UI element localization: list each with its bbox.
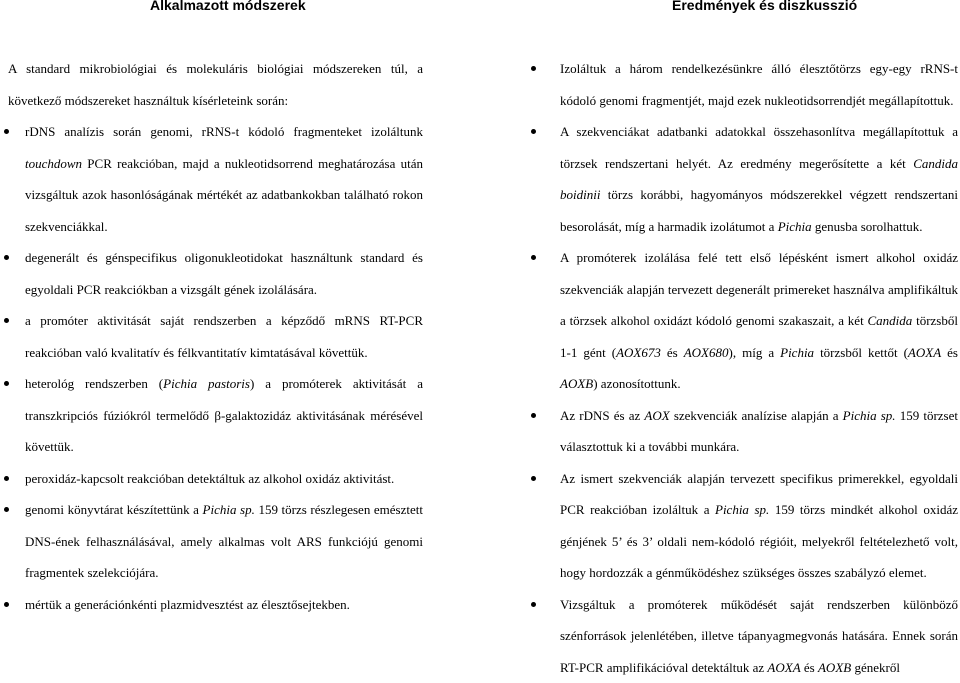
result-text: Vizsgáltuk a promóterek működését saját rendszerben különböző szénforrások jelenlétében, illetve tápanyagmegvonás hatására. Ennek során RT-PCR amplifikációval detektáltuk az AOXA és AOXB génekről [560, 589, 958, 683]
method-item [8, 305, 423, 368]
result-item [560, 400, 958, 463]
method-item [8, 242, 423, 305]
right-header: Eredmények és diszkusszió [672, 0, 857, 13]
method-text: mértük a generációnkénti plazmidvesztést az élesztősejtekben. [25, 589, 423, 621]
result-text: A promóterek izolálása felé tett első lépésként ismert alkohol oxidáz szekvenciák alapján tervezett degenerált primereket használva amplifikáltuk a törzsek alkohol oxidázt kódoló genomi szakaszait, a két Candida törzsből 1-1 gént (AOX673 és AOX680), míg a Pichia törzsből kettőt (AOXA és AOXB) azonosítottunk. [560, 242, 958, 400]
bullet-icon [4, 476, 9, 481]
method-text: genomi könyvtárat készítettünk a Pichia sp. 159 törzs részlegesen emésztett DNS-ének felhasználásával, amely alkalmas volt ARS funkciójú genomi fragmentek szelekciójára. [25, 494, 423, 589]
results-list [560, 53, 958, 683]
result-text: A szekvenciákat adatbanki adatokkal összehasonlítva megállapítottuk a törzsek rendszertani helyét. Az eredmény megerősítette a két Candida boidinii törzs korábbi, hagyományos módszerekkel végzett rendszertani besorolását, míg a harmadik izolátumot a Pichia genusba sorolhattuk. [560, 116, 958, 242]
methods-list [8, 116, 423, 620]
left-header: Alkalmazott módszerek [150, 0, 306, 13]
method-text: peroxidáz-kapcsolt reakcióban detektáltuk az alkohol oxidáz aktivitást. [25, 463, 423, 495]
bullet-icon [531, 66, 536, 71]
bullet-icon [4, 602, 9, 607]
result-text: Az rDNS és az AOX szekvenciák analízise alapján a Pichia sp. 159 törzset választottuk ki a további munkára. [560, 400, 958, 463]
method-item [8, 368, 423, 463]
bullet-icon [531, 129, 536, 134]
result-item [560, 242, 958, 400]
result-text: Az ismert szekvenciák alapján tervezett specifikus primerekkel, egyoldali PCR reakcióban izoláltuk a Pichia sp. 159 törzs mindkét alkohol oxidáz génjének 5’ és 3’ oldali nem-kódoló régióit, melyekről feltételezhető volt, hogy hordozzák a génműködéshez szükséges összes szabályzó elemet. [560, 463, 958, 589]
method-text: heterológ rendszerben (Pichia pastoris) a promóterek aktivitását a transzkripciós fúziókról termelődő β-galaktozidáz aktivitásának mérésével követtük. [25, 368, 423, 463]
result-item [560, 589, 958, 683]
result-item [560, 116, 958, 242]
methods-intro: A standard mikrobiológiai és molekuláris biológiai módszereken túl, a következő módszereket használtuk kísérleteink során: [8, 53, 423, 116]
result-text: Izoláltuk a három rendelkezésünkre álló élesztőtörzs egy-egy rRNS-t kódoló genomi fragmentjét, majd ezek nukleotidsorrendjét megállapítottuk. [560, 53, 958, 116]
bullet-icon [4, 507, 9, 512]
bullet-icon [531, 413, 536, 418]
bullet-icon [4, 129, 9, 134]
result-item [560, 463, 958, 589]
method-item [8, 589, 423, 621]
bullet-icon [4, 381, 9, 386]
method-text: degenerált és génspecifikus oligonukleotidokat használtunk standard és egyoldali PCR reakciókban a vizsgált gének izolálására. [25, 242, 423, 305]
method-item [8, 116, 423, 242]
bullet-icon [4, 255, 9, 260]
methods-column [8, 53, 423, 620]
method-item [8, 463, 423, 495]
bullet-icon [531, 602, 536, 607]
method-text: rDNS analízis során genomi, rRNS-t kódoló fragmenteket izoláltunk touchdown PCR reakcióban, majd a nukleotidsorrend meghatározása után vizsgáltuk azok hasonlóságának mértékét az adatbankokban található rokon szekvenciákkal. [25, 116, 423, 242]
bullet-icon [4, 318, 9, 323]
method-text: a promóter aktivitását saját rendszerben a képződő mRNS RT-PCR reakcióban való kvalitatív és félkvantitatív kimtatásával követtük. [25, 305, 423, 368]
bullet-icon [531, 476, 536, 481]
bullet-icon [531, 255, 536, 260]
result-item [560, 53, 958, 116]
results-column [560, 53, 958, 683]
method-item [8, 494, 423, 589]
